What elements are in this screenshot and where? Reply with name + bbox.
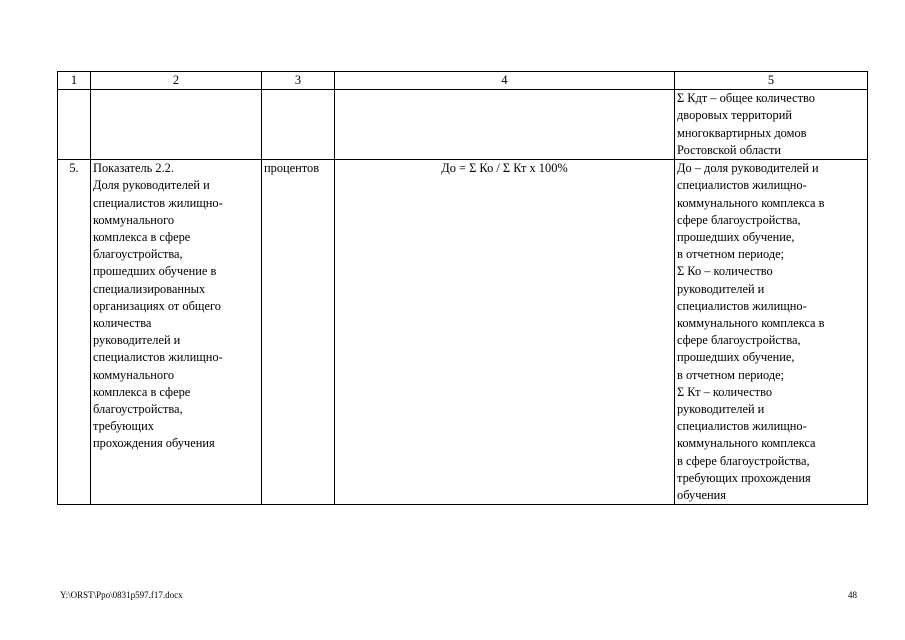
cell-empty — [58, 90, 91, 160]
cell-empty — [335, 90, 675, 160]
row-number: 5. — [58, 160, 91, 505]
header-col-5: 5 — [675, 72, 868, 90]
indicator-description: До – доля руководителей и специалистов жилищно- коммунального комплекса в сфере благоустройства, прошедших обучение, в отчетном периоде; Σ Ко – количество руководителей и специалистов жилищно- коммунального комплекса в сфере благоустройства, прошедших обучение, в отчетном периоде; Σ Кт – количество руководителей и специалистов жилищно- коммунального комплекса в сфере благоустройства, требующих прохождения обучения — [675, 160, 868, 505]
indicator-title: Показатель 2.2. Доля руководителей и специалистов жилищно- коммунального комплекса в сфере благоустройства, прошедших обучение в специализированных организациях от общего количества руководителей и специалистов жилищно- коммунального комплекса в сфере благоустройства, требующих прохождения обучения — [91, 160, 262, 505]
cell-empty — [262, 90, 335, 160]
header-col-1: 1 — [58, 72, 91, 90]
table-row-continuation — [58, 90, 868, 160]
header-col-3: 3 — [262, 72, 335, 90]
indicator-table — [57, 71, 868, 505]
table-header-row — [58, 72, 868, 90]
continuation-description: Σ Кдт – общее количество дворовых территорий многоквартирных домов Ростовской области — [675, 90, 868, 160]
header-col-4: 4 — [335, 72, 675, 90]
cell-empty — [91, 90, 262, 160]
header-col-2: 2 — [91, 72, 262, 90]
page-number: 48 — [848, 590, 857, 600]
table-row-indicator-5 — [58, 160, 868, 505]
indicator-unit: процентов — [262, 160, 335, 505]
indicator-formula: До = Σ Ко / Σ Кт х 100% — [335, 160, 675, 505]
footer-file-path: Y:\ORST\Ppo\0831p597.f17.docx — [60, 590, 183, 600]
